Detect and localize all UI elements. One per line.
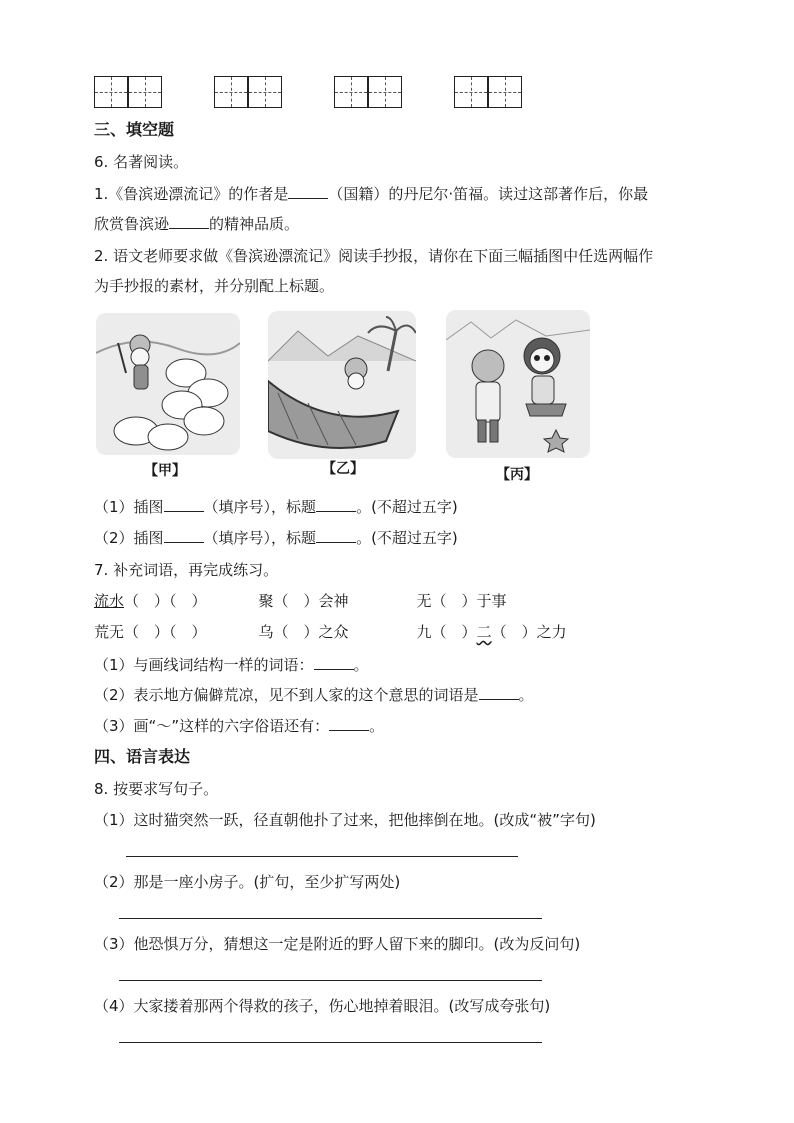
idiom-row-1 bbox=[94, 590, 507, 612]
question-8-title: 8. 按要求写句子。 bbox=[94, 780, 219, 798]
illustration-yi bbox=[268, 311, 416, 459]
idiom-blanks[interactable]: （ ）（ ） bbox=[124, 592, 207, 610]
idiom[interactable]: 九（ ） bbox=[416, 623, 477, 641]
question-8-item-4: （4）大家搂着那两个得救的孩子，伤心地掉着眼泪。(改写成夸张句) bbox=[94, 997, 551, 1015]
grid-cell[interactable] bbox=[454, 76, 488, 108]
text: （1）与画线词结构一样的词语： bbox=[94, 656, 314, 674]
section-title-fill-blank: 三、填空题 bbox=[94, 120, 175, 139]
question-6-part-1 bbox=[94, 496, 458, 518]
answer-blank-nationality[interactable] bbox=[288, 184, 328, 199]
text: 的精神品质。 bbox=[209, 215, 300, 233]
text: （1）插图 bbox=[94, 498, 164, 516]
text: （国籍）的丹尼尔·笛福。读过这部著作后，你最 bbox=[328, 185, 649, 203]
caption-yi: 【乙】 bbox=[322, 461, 364, 477]
answer-blank-picture-number[interactable] bbox=[164, 528, 204, 543]
text: 。(不超过五字) bbox=[356, 498, 458, 516]
text: 。 bbox=[369, 717, 385, 735]
text: （2）插图 bbox=[94, 529, 164, 547]
text: 欣赏鲁滨逊 bbox=[94, 215, 170, 233]
caption-bing: 【丙】 bbox=[496, 467, 538, 483]
text: 。 bbox=[353, 656, 369, 674]
text: 。 bbox=[518, 686, 534, 704]
question-7-sub-3 bbox=[94, 715, 384, 737]
idiom: 荒无 bbox=[94, 623, 125, 641]
illustration-jia bbox=[96, 313, 240, 455]
grid-cell[interactable] bbox=[214, 76, 248, 108]
answer-blank-picture-number[interactable] bbox=[164, 497, 204, 512]
answer-line[interactable] bbox=[119, 918, 542, 919]
question-6-sentence-2-cont: 为手抄报的素材，并分别配上标题。 bbox=[94, 277, 335, 295]
answer-blank-quality[interactable] bbox=[169, 214, 209, 229]
grid-cell[interactable] bbox=[128, 76, 162, 108]
question-8-item-1: （1）这时猫突然一跃，径直朝他扑了过来，把他摔倒在地。(改成“被”字句) bbox=[94, 811, 596, 829]
text: 。(不超过五字) bbox=[356, 529, 458, 547]
answer-blank[interactable] bbox=[329, 716, 369, 731]
grid-cell[interactable] bbox=[488, 76, 522, 108]
question-7-sub-1 bbox=[94, 654, 369, 676]
idiom[interactable]: 聚（ ）会神 bbox=[258, 592, 349, 610]
question-6-sentence-2: 2. 语文老师要求做《鲁滨逊漂流记》阅读手抄报，请你在下面三幅插图中任选两幅作 bbox=[94, 247, 654, 265]
question-6-part-2 bbox=[94, 527, 458, 549]
grid-cell[interactable] bbox=[368, 76, 402, 108]
idiom-row-2 bbox=[94, 621, 567, 643]
answer-blank[interactable] bbox=[314, 655, 354, 670]
idiom[interactable]: 乌（ ）之众 bbox=[258, 623, 349, 641]
idiom-underlined: 流水 bbox=[94, 592, 125, 610]
question-6-title: 6. 名著阅读。 bbox=[94, 153, 189, 171]
answer-blank[interactable] bbox=[479, 685, 519, 700]
grid-cell[interactable] bbox=[94, 76, 128, 108]
question-6-sentence-1 bbox=[94, 183, 648, 205]
answer-blank-title[interactable] bbox=[316, 497, 356, 512]
text: 1.《鲁滨逊漂流记》的作者是 bbox=[94, 185, 289, 203]
idiom-blanks[interactable]: （ ）（ ） bbox=[124, 623, 207, 641]
question-6-sentence-1-cont bbox=[94, 213, 299, 235]
illustration-bing bbox=[446, 310, 590, 458]
section-title-language-expression: 四、语言表达 bbox=[94, 747, 191, 766]
text: （填序号），标题 bbox=[203, 529, 317, 547]
answer-line[interactable] bbox=[119, 1042, 542, 1043]
answer-blank-title[interactable] bbox=[316, 528, 356, 543]
text: （2）表示地方偏僻荒凉，见不到人家的这个意思的词语是 bbox=[94, 686, 479, 704]
question-7-sub-2 bbox=[94, 684, 534, 706]
caption-jia: 【甲】 bbox=[144, 463, 186, 479]
idiom[interactable]: （ ）之力 bbox=[491, 623, 567, 641]
question-7-title: 7. 补充词语，再完成练习。 bbox=[94, 561, 279, 579]
idiom[interactable]: 无（ ）于事 bbox=[416, 592, 507, 610]
answer-line[interactable] bbox=[119, 980, 542, 981]
grid-cell[interactable] bbox=[248, 76, 282, 108]
grid-cell[interactable] bbox=[334, 76, 368, 108]
answer-line[interactable] bbox=[126, 856, 518, 857]
text: （3）画“～”这样的六字俗语还有： bbox=[94, 717, 330, 735]
question-8-item-2: （2）那是一座小房子。(扩句，至少扩写两处) bbox=[94, 873, 401, 891]
idiom-wavy-char: 二 bbox=[476, 623, 492, 641]
text: （填序号），标题 bbox=[203, 498, 317, 516]
question-8-item-3: （3）他恐惧万分，猜想这一定是附近的野人留下来的脚印。(改为反问句) bbox=[94, 935, 581, 953]
